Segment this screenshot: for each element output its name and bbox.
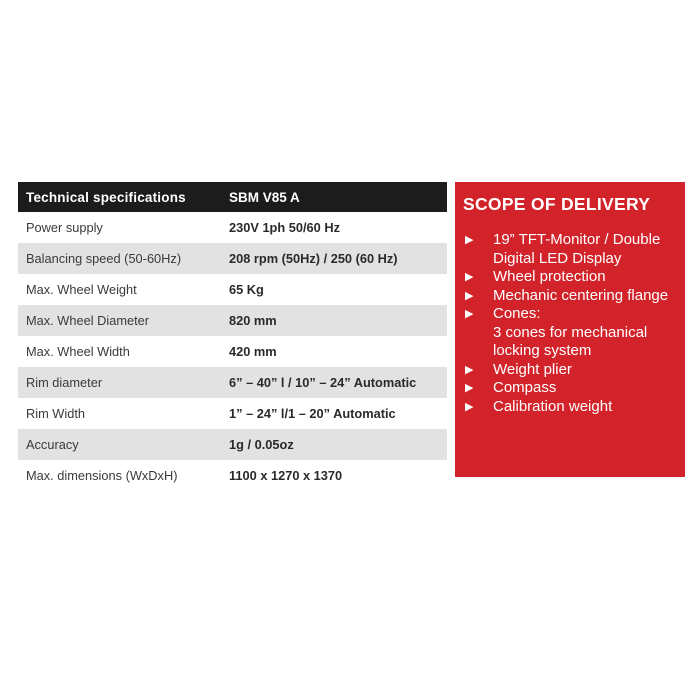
specs-header-label: Technical specifications [26, 189, 186, 205]
triangle-bullet-icon: ▶ [465, 234, 474, 246]
triangle-bullet-icon: ▶ [465, 363, 474, 376]
spec-label: Rim Width [26, 406, 86, 421]
spec-value: 1” – 24” l/1 – 20” Automatic [229, 406, 396, 421]
list-item [463, 287, 675, 306]
list-item [463, 231, 675, 268]
spec-value: 230V 1ph 50/60 Hz [229, 220, 340, 235]
table-row [18, 460, 447, 491]
spec-label: Accuracy [26, 437, 79, 452]
table-row [18, 274, 447, 305]
spec-value: 1g / 0.05oz [229, 437, 294, 452]
delivery-item-text: Cones: [493, 305, 541, 322]
specs-header-model: SBM V85 A [229, 189, 300, 205]
triangle-bullet-icon: ▶ [465, 308, 474, 320]
table-row [18, 305, 447, 336]
list-item [463, 305, 675, 361]
table-row [18, 212, 447, 243]
triangle-bullet-icon: ▶ [465, 289, 474, 302]
delivery-item-text: Calibration weight [493, 397, 613, 415]
table-row [18, 243, 447, 274]
spec-label: Max. dimensions (WxDxH) [26, 468, 178, 483]
spec-value: 208 rpm (50Hz) / 250 (60 Hz) [229, 251, 398, 266]
delivery-item-text: Weight plier [493, 360, 572, 378]
triangle-bullet-icon: ▶ [465, 400, 474, 413]
spec-value: 420 mm [229, 344, 277, 359]
spec-label: Rim diameter [26, 375, 103, 390]
spec-value: 6” – 40” l / 10” – 24” Automatic [229, 375, 417, 390]
delivery-item-text: Compass [493, 379, 557, 396]
triangle-bullet-icon: ▶ [465, 271, 474, 283]
table-row [18, 336, 447, 367]
delivery-list [463, 231, 675, 416]
delivery-title: SCOPE OF DELIVERY [463, 194, 651, 214]
specs-header-row [18, 182, 447, 212]
spec-label: Max. Wheel Weight [26, 282, 137, 297]
spec-label: Balancing speed (50-60Hz) [26, 251, 182, 266]
table-row [18, 367, 447, 398]
technical-specifications-table [18, 182, 447, 491]
spec-value: 1100 x 1270 x 1370 [229, 468, 343, 483]
spec-label: Max. Wheel Width [26, 344, 130, 359]
table-row [18, 398, 447, 429]
list-item [463, 379, 675, 398]
delivery-item-text: 19” TFT-Monitor / Double Digital LED Display [493, 231, 661, 267]
spec-label: Max. Wheel Diameter [26, 313, 150, 328]
delivery-item-subtext: 3 cones for mechanical locking system [493, 323, 648, 359]
list-item [463, 398, 675, 417]
spec-value: 820 mm [229, 313, 277, 328]
delivery-item-text: Mechanic centering flange [493, 286, 669, 304]
table-row [18, 429, 447, 460]
list-item [463, 268, 675, 287]
scope-of-delivery-panel [455, 182, 685, 477]
spec-label: Power supply [26, 220, 103, 235]
delivery-item-text: Wheel protection [493, 268, 606, 285]
spec-value: 65 Kg [229, 282, 264, 297]
triangle-bullet-icon: ▶ [465, 382, 474, 394]
list-item [463, 361, 675, 380]
